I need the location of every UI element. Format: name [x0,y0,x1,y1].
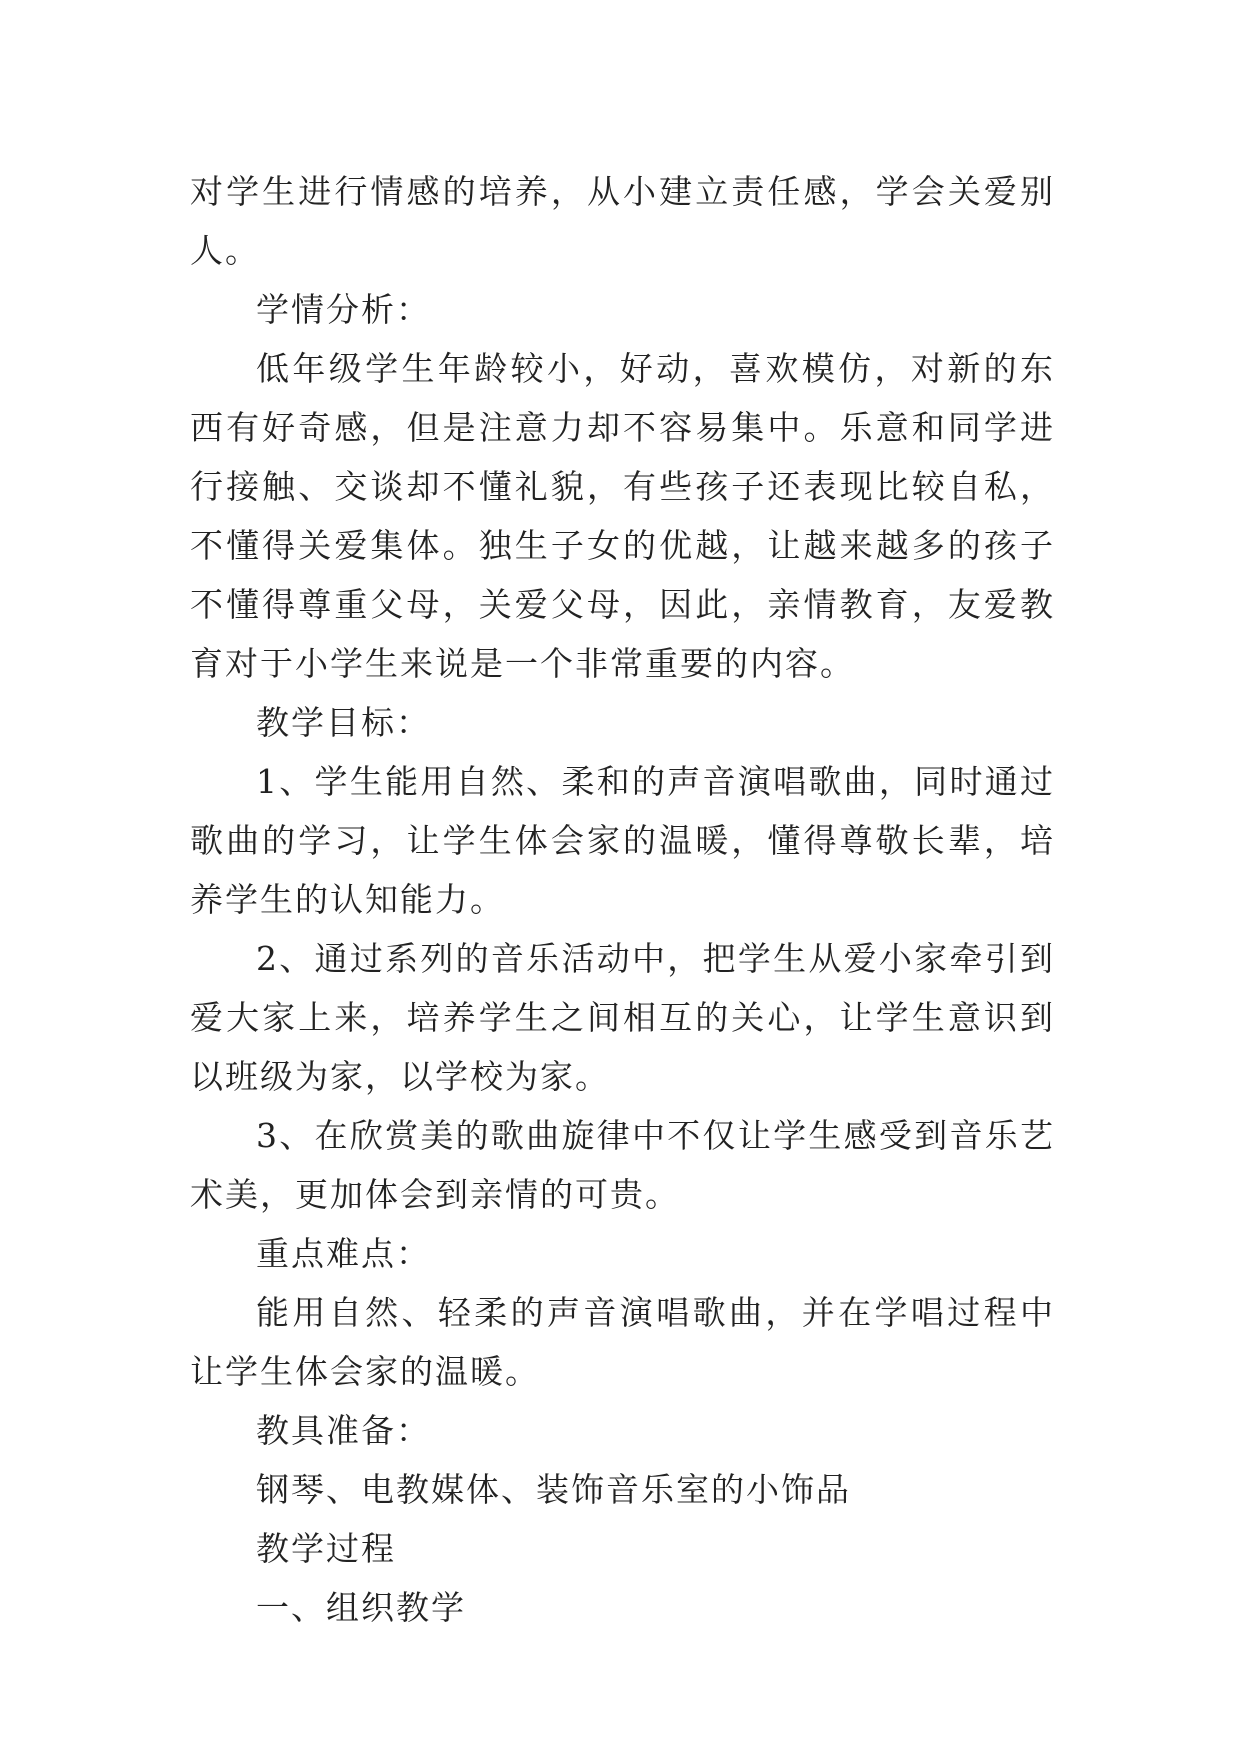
heading-organize-teaching: 一、组织教学 [256,1588,466,1627]
paragraph-goal-1: 1、学生能用自然、柔和的声音演唱歌曲，同时通过歌曲的学习，让学生体会家的温暖，懂得尊敬长辈，培养学生的认知能力。 [190,762,1055,919]
heading-teaching-process: 教学过程 [256,1529,396,1568]
heading-teaching-aids: 教具准备： [256,1411,431,1450]
paragraph-teaching-aids: 钢琴、电教媒体、装饰音乐室的小饰品 [256,1470,851,1509]
heading-teaching-goals: 教学目标： [256,703,431,742]
paragraph-student-analysis: 低年级学生年龄较小，好动，喜欢模仿，对新的东西有好奇感，但是注意力却不容易集中。乐意和同学进行接触、交谈却不懂礼貌，有些孩子还表现比较自私，不懂得关爱集体。独生子女的优越，让越来越多的孩子不懂得尊重父母，关爱父母，因此，亲情教育，友爱教育对于小学生来说是一个非常重要的内容。 [190,349,1055,683]
paragraph-key-points: 能用自然、轻柔的声音演唱歌曲，并在学唱过程中让学生体会家的温暖。 [190,1293,1055,1391]
document-body [190,162,1055,1637]
paragraph-continuation: 对学生进行情感的培养，从小建立责任感，学会关爱别人。 [190,172,1055,270]
heading-key-points: 重点难点： [256,1234,431,1273]
paragraph-goal-2: 2、通过系列的音乐活动中，把学生从爱小家牵引到爱大家上来，培养学生之间相互的关心，让学生意识到以班级为家，以学校为家。 [190,939,1055,1096]
paragraph-goal-3: 3、在欣赏美的歌曲旋律中不仅让学生感受到音乐艺术美，更加体会到亲情的可贵。 [190,1116,1055,1214]
heading-student-analysis: 学情分析： [256,290,431,329]
